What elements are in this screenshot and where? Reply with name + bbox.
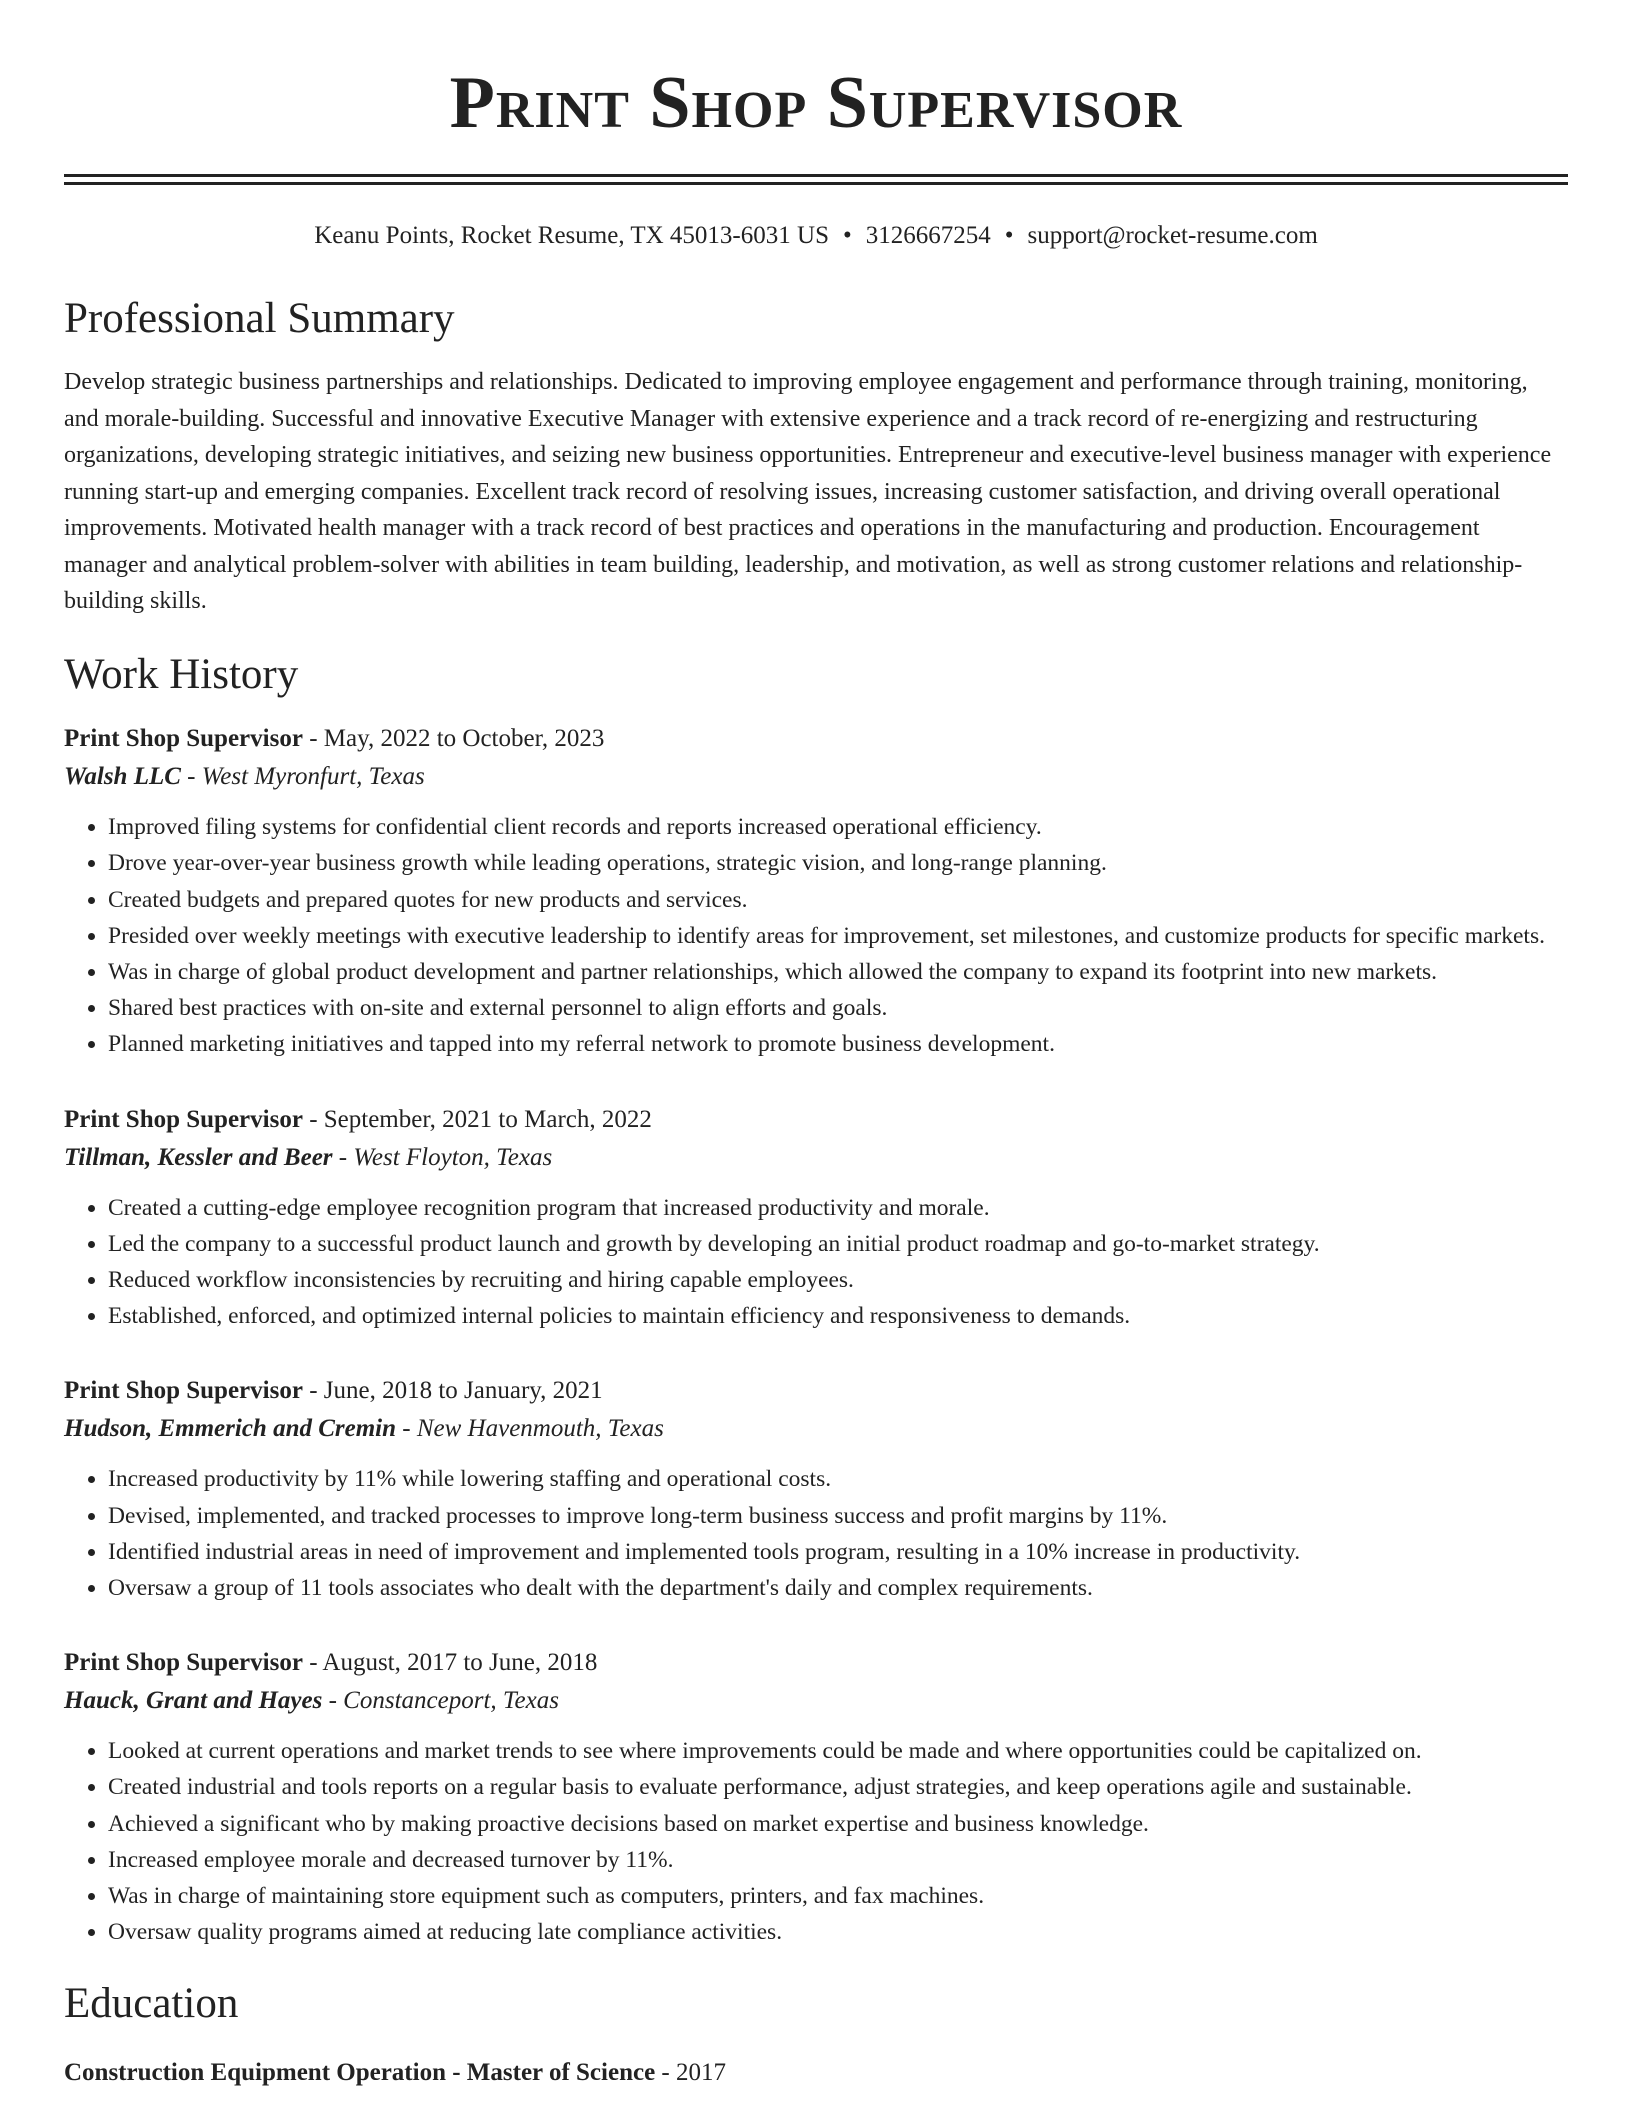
job-bullet: • Drove year-over-year business growth while leading operations, strategic vision, and long-range planning. [108,845,1568,881]
contact-email[interactable]: support@rocket-resume.com [1027,222,1318,249]
job-bullet: • Led the company to a successful product launch and growth by developing an initial product roadmap and go-to-market strategy. [108,1226,1568,1262]
job-bullet: • Presided over weekly meetings with executive leadership to identify areas for improvement, set milestones, and customize products for specific markets. [108,918,1568,954]
job-bullet: • Looked at current operations and market trends to see where improvements could be made and where opportunities could be capitalized on. [108,1733,1568,1769]
work-history-list [64,720,1568,1950]
job-bullet: • Created industrial and tools reports on a regular basis to evaluate performance, adjust strategies, and keep operations agile and sustainable. [108,1769,1568,1805]
job-bullet: • Oversaw quality programs aimed at reducing late compliance activities. [108,1914,1568,1950]
job-bullet-list [64,809,1568,1062]
job-company-line [64,1410,1568,1448]
job-title: Print Shop Supervisor [64,725,303,753]
job-bullet: • Was in charge of global product development and partner relationships, which allowed the company to expand its footprint into new markets. [108,954,1568,990]
job-entry [64,1101,1568,1335]
job-bullet: • Created a cutting-edge employee recognition program that increased productivity and morale. [108,1190,1568,1226]
resume-title: Print Shop Supervisor [449,62,1183,144]
job-bullet: • Devised, implemented, and tracked processes to improve long-term business success and profit margins by 11%. [108,1498,1568,1534]
job-title: Print Shop Supervisor [64,1105,303,1133]
job-title-line [64,1372,1568,1410]
job-company-line [64,1139,1568,1177]
job-bullet-list [64,1733,1568,1950]
job-dates: - August, 2017 to June, 2018 [302,1649,598,1677]
summary-heading: Professional Summary [64,295,455,342]
title-double-rule [64,174,1568,185]
job-company: Walsh LLC [64,763,181,791]
education-program: Construction Equipment Operation - Master of Science [64,2058,656,2086]
job-entry [64,720,1568,1062]
job-bullet: • Established, enforced, and optimized internal policies to maintain efficiency and responsiveness to demands. [108,1298,1568,1334]
job-company: Tillman, Kessler and Beer [64,1143,333,1171]
job-bullet: • Created budgets and prepared quotes for new products and services. [108,882,1568,918]
job-bullet: • Was in charge of maintaining store equipment such as computers, printers, and fax machines. [108,1878,1568,1914]
job-bullet: • Identified industrial areas in need of improvement and implemented tools program, resulting in a 10% increase in productivity. [108,1534,1568,1570]
contact-separator: • [1004,222,1014,249]
job-entry [64,1644,1568,1950]
education-heading: Education [64,1980,239,2028]
job-bullet: • Increased employee morale and decreased turnover by 11%. [108,1842,1568,1878]
job-location: - Constanceport, Texas [322,1687,559,1715]
job-title: Print Shop Supervisor [64,1649,303,1677]
contact-separator: • [842,222,852,249]
work-history-heading: Work History [64,650,299,698]
job-dates: - September, 2021 to March, 2022 [302,1105,652,1133]
job-bullet: • Planned marketing initiatives and tapped into my referral network to promote business development. [108,1026,1568,1062]
job-bullet-list [64,1190,1568,1335]
education-year: - 2017 [655,2058,726,2086]
job-company-line [64,1682,1568,1720]
job-title: Print Shop Supervisor [64,1377,303,1405]
job-title-line [64,1644,1568,1682]
job-company: Hudson, Emmerich and Cremin [64,1415,397,1443]
contact-address: Keanu Points, Rocket Resume, TX 45013-6031 US [314,222,829,249]
education-entry [64,2054,1568,2092]
job-dates: - June, 2018 to January, 2021 [302,1377,603,1405]
job-dates: - May, 2022 to October, 2023 [302,725,605,753]
job-bullet: • Achieved a significant who by making proactive decisions based on market expertise and business knowledge. [108,1806,1568,1842]
job-entry [64,1372,1568,1606]
job-bullet: • Reduced workflow inconsistencies by recruiting and hiring capable employees. [108,1262,1568,1298]
job-title-line [64,720,1568,758]
job-bullet-list [64,1461,1568,1606]
education-list [64,2054,1568,2092]
job-bullet: • Shared best practices with on-site and external personnel to align efforts and goals. [108,990,1568,1026]
job-company: Hauck, Grant and Hayes [64,1687,323,1715]
contact-phone: 3126667254 [865,222,991,249]
summary-text: Develop strategic business partnerships and relationships. Dedicated to improving employee engagement and performance through training, monitoring, and morale-building. Successful and innovative Executive Manager with extensive experience and a track record of re-energizing and restructuring organizations, developing strategic initiatives, and seizing new business opportunities. Entrepreneur and executive-level business manager with experience running start-up and emerging companies. Excellent track record of resolving issues, increasing customer satisfaction, and driving overall operational improvements. Motivated health manager with a track record of best practices and operations in the manufacturing and production. Encouragement manager and analytical problem-solver with abilities in team building, leadership, and motivation, as well as strong customer relations and relationship-building skills. [64,369,1552,615]
job-company-line [64,758,1568,796]
job-bullet: • Improved filing systems for confidential client records and reports increased operational efficiency. [108,809,1568,845]
job-location: - West Myronfurt, Texas [180,763,425,791]
job-location: - West Floyton, Texas [332,1143,553,1171]
contact-line [64,221,1568,251]
job-title-line [64,1101,1568,1139]
job-location: - New Havenmouth, Texas [396,1415,664,1443]
job-bullet: • Oversaw a group of 11 tools associates who dealt with the department's daily and complex requirements. [108,1570,1568,1606]
job-bullet: • Increased productivity by 11% while lowering staffing and operational costs. [108,1461,1568,1497]
